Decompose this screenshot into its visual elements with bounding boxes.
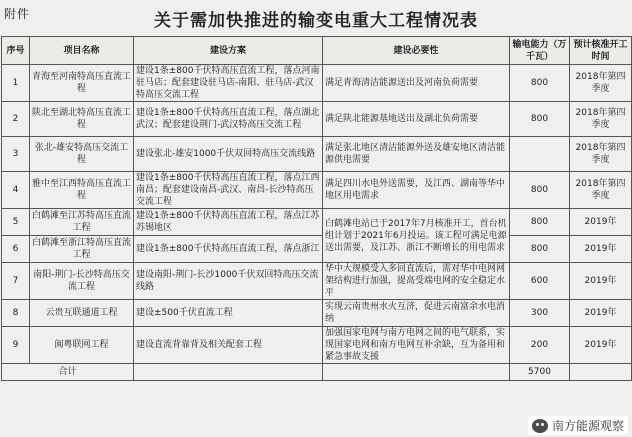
row-number: 6 (2, 236, 30, 263)
row-number: 8 (2, 300, 30, 327)
start-time: 2019年 (570, 263, 632, 300)
capacity: 200 (510, 327, 570, 364)
table-row (2, 137, 632, 172)
start-time: 2019年 (570, 209, 632, 236)
necessity: 满足陕北能源基地送出及湖北负荷需要 (323, 102, 510, 137)
capacity: 800 (510, 172, 570, 209)
project-name: 青海至河南特高压直流工程 (30, 65, 134, 102)
table-row (2, 263, 632, 300)
construction-plan: 建设1条±800千伏特高压直流工程，落点浙江 (134, 236, 323, 263)
construction-plan: 建设1条±800千伏特高压直流工程，落点湖北武汉；配套建设荆门-武汉特高压交流工程 (134, 102, 323, 137)
total-empty-cell (323, 364, 510, 381)
projects-table (1, 36, 632, 381)
necessity: 满足四川水电外送需要，及江西、湖南等华中地区用电需求 (323, 172, 510, 209)
project-name: 南阳-荆门-长沙特高压交流工程 (30, 263, 134, 300)
construction-plan: 建设直流背靠背及相关配套工程 (134, 327, 323, 364)
capacity: 800 (510, 102, 570, 137)
project-name: 张北-雄安特高压交流工程 (30, 137, 134, 172)
watermark (528, 416, 628, 435)
row-number: 9 (2, 327, 30, 364)
construction-plan: 建设1条±800千伏特高压直流工程，落点江苏苏锡地区 (134, 209, 323, 236)
project-name: 陕北至湖北特高压直流工程 (30, 102, 134, 137)
project-name: 云贵互联通道工程 (30, 300, 134, 327)
table-row (2, 172, 632, 209)
construction-plan: 建设南阳-荆门-长沙1000千伏双回特高压交流线路 (134, 263, 323, 300)
project-name: 雅中至江西特高压直流工程 (30, 172, 134, 209)
capacity: 300 (510, 300, 570, 327)
necessity: 满足青海清洁能源送出及河南负荷需要 (323, 65, 510, 102)
attachment-label: 附件 (4, 7, 31, 21)
total-label: 合计 (2, 364, 134, 381)
start-time: 2018年第四季度 (570, 172, 632, 209)
row-number: 2 (2, 102, 30, 137)
wechat-icon (532, 419, 548, 433)
project-name: 闽粤联网工程 (30, 327, 134, 364)
construction-plan: 建设张北-雄安1000千伏双回特高压交流线路 (134, 137, 323, 172)
row-number: 7 (2, 263, 30, 300)
start-time: 2019年 (570, 300, 632, 327)
capacity: 600 (510, 263, 570, 300)
row-number: 5 (2, 209, 30, 236)
construction-plan: 建设1条±800千伏特高压直流工程，落点河南驻马店；配套建设驻马店-南阳、驻马店-武汉特高压交流工程 (134, 65, 323, 102)
column-header: 建设必要性 (323, 37, 510, 65)
row-number: 3 (2, 137, 30, 172)
project-name: 白鹤滩至浙江特高压直流工程 (30, 236, 134, 263)
total-row (2, 364, 632, 381)
total-empty-cell (570, 364, 632, 381)
necessity: 华中大规模受入多回直流后，需对华中电网网架结构进行加强，提高受端电网的安全稳定水平 (323, 263, 510, 300)
table-row (2, 102, 632, 137)
table-row (2, 327, 632, 364)
start-time: 2019年 (570, 236, 632, 263)
capacity (510, 137, 570, 172)
table-row (2, 236, 632, 263)
table-row (2, 65, 632, 102)
necessity: 白鹤滩电站已于2017年7月核准开工，首台机组计划于2021年6月投运。该工程可满足电源送出需要，及江苏、浙江不断增长的用电需求 (323, 209, 510, 263)
page-title: 关于需加快推进的输变电重大工程情况表 (154, 11, 478, 31)
column-header: 项目名称 (30, 37, 134, 65)
table-row (2, 209, 632, 236)
construction-plan: 建设±500千伏直流工程 (134, 300, 323, 327)
row-number: 4 (2, 172, 30, 209)
total-empty-cell (134, 364, 323, 381)
table-header-row (2, 37, 632, 65)
table-row (2, 300, 632, 327)
column-header: 预计核准开工时间 (570, 37, 632, 65)
column-header: 序号 (2, 37, 30, 65)
total-capacity: 5700 (510, 364, 570, 381)
column-header: 建设方案 (134, 37, 323, 65)
start-time: 2018年第四季度 (570, 65, 632, 102)
start-time: 2018年第四季度 (570, 102, 632, 137)
start-time: 2019年 (570, 327, 632, 364)
column-header: 输电能力（万千瓦） (510, 37, 570, 65)
start-time: 2018年第四季度 (570, 137, 632, 172)
watermark-text: 南方能源观察 (551, 419, 624, 433)
necessity: 实现云南贵州水火互济，促进云南富余水电消纳 (323, 300, 510, 327)
construction-plan: 建设1条±800千伏特高压直流工程，落点江西南昌；配套建设南昌-武汉、南昌-长沙特高压交流工程 (134, 172, 323, 209)
capacity: 800 (510, 209, 570, 236)
necessity: 加强国家电网与南方电网之间的电气联系，实现国家电网和南方电网互补余缺，互为备用和紧急事故支援 (323, 327, 510, 364)
capacity: 800 (510, 65, 570, 102)
necessity: 满足张北地区清洁能源外送及雄安地区清洁能源供电需要 (323, 137, 510, 172)
project-name: 白鹤滩至江苏特高压直流工程 (30, 209, 134, 236)
capacity: 800 (510, 236, 570, 263)
row-number: 1 (2, 65, 30, 102)
